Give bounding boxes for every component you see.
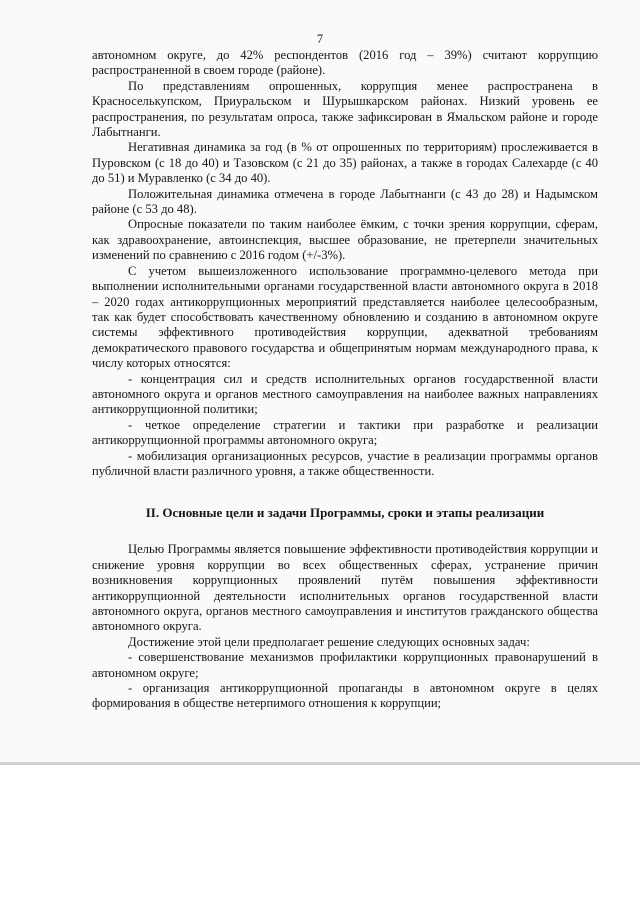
paragraph-tasks-intro: Достижение этой цели предполагает решение следующих основных задач: [128, 634, 530, 649]
list-item-concentration: - концентрация сил и средств исполнительных органов государственной власти автономного округа и органов местного самоуправления на наиболее важных направлениях антикоррупционной политики; [92, 371, 598, 417]
section-heading: II. Основные цели и задачи Программы, сроки и этапы реализации [145, 505, 545, 521]
paragraph-program-target-method: С учетом вышеизложенного использование программно-целевого метода при выполнении исполнительными органами государственной власти автономного округа в 2018 – 2020 годах антикоррупционных мероприятий представляется наиболее целесообразным, так как будет способствовать качественному обновлению и созданию в автономном округе системы эффективного противодействия коррупции, адекватной требованиям демократического правового государства и общепринятым нормам международного права, к числу которых относятся: [92, 263, 598, 371]
list-item-propaganda: - организация антикоррупционной пропаганды в автономном округе в целях формирования в обществе нетерпимого отношения к коррупции; [92, 681, 598, 711]
paragraph-survey-indicators: Опросные показатели по таким наиболее ёмким, с точки зрения коррупции, сферам, как здравоохранение, автоинспекция, высшее образование, не претерпели значительных изменений по сравнению с 2016 годом (+/-3%). [92, 217, 598, 263]
paragraph-low-corruption-areas: По представлениям опрошенных, коррупция менее распространена в Красноселькупском, Приуральском и Шурышкарском районах. Низкий уровень ее распространения, по результатам опроса, также зафиксирован в Ямальском районе и городе Лабытнанги. [92, 78, 598, 140]
paragraph-continuation: автономном округе, до 42% респондентов (2016 год – 39%) считают коррупцию распространенной в своем городе (районе). [92, 48, 598, 78]
paragraph-program-goal: Целью Программы является повышение эффективности противодействия коррупции и снижение уровня коррупции во всех общественных сферах, устранение причин возникновения коррупционных проявлений путём повышения эффективности антикоррупционной деятельности исполнительных органов государственной власти автономного округа, органов местного самоуправления и институтов гражданского общества автономного округа. [92, 542, 598, 634]
page-bottom-edge [0, 762, 640, 765]
page-number: 7 [316, 32, 324, 46]
page-body [92, 48, 598, 712]
list-item-strategy: - четкое определение стратегии и тактики при разработке и реализации антикоррупционной программы автономного округа; [92, 417, 598, 448]
list-item-prevention: - совершенствование механизмов профилактики коррупционных правонарушений в автономном округе; [92, 650, 598, 680]
paragraph-negative-dynamics: Негативная динамика за год (в % от опрошенных по территориям) прослеживается в Пуровском (с 18 до 40) и Тазовском (с 21 до 35) районах, а также в городах Салехарде (с 40 до 51) и Муравленко (с 34 до 40). [92, 140, 598, 186]
list-item-mobilization: - мобилизация организационных ресурсов, участие в реализации программы органов публичной власти различного уровня, а также общественности. [92, 448, 598, 478]
paragraph-positive-dynamics: Положительная динамика отмечена в городе Лабытнанги (с 43 до 28) и Надымском районе (с 53 до 48). [92, 186, 598, 217]
